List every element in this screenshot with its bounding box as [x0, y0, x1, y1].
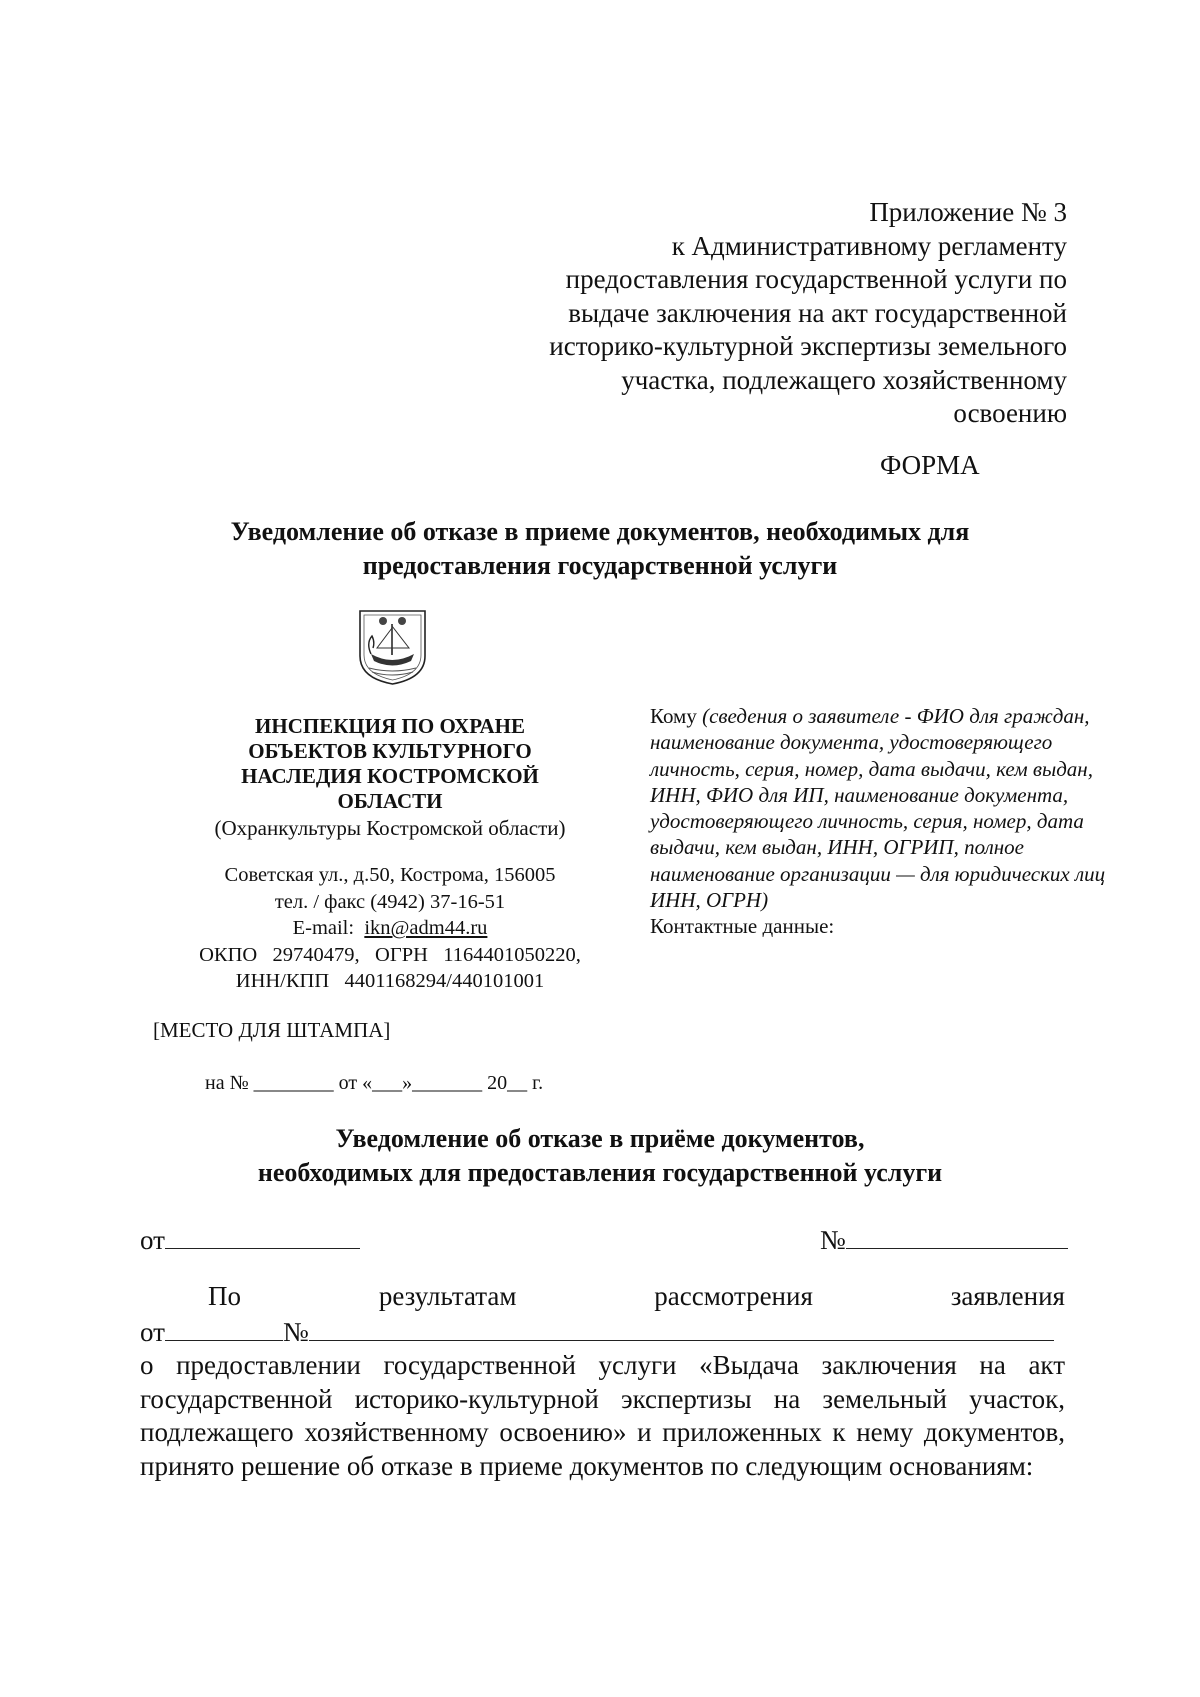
- organization-name-line: НАСЛЕДИЯ КОСТРОМСКОЙ: [241, 764, 539, 788]
- stamp-placeholder: [МЕСТО ДЛЯ ШТАМПА]: [153, 1018, 391, 1042]
- annex-line: освоению: [953, 398, 1067, 428]
- organization-name-line: ИНСПЕКЦИЯ ПО ОХРАНЕ: [255, 714, 525, 738]
- organization-short-name: (Охранкультуры Костромской области): [214, 816, 566, 840]
- number-label: №: [820, 1225, 846, 1255]
- email-label: E-mail:: [292, 917, 355, 939]
- date-number-line: [140, 1222, 1065, 1256]
- document-title: [140, 515, 1060, 583]
- organization-name-line: ОБЪЕКТОВ КУЛЬТУРНОГО: [248, 739, 532, 763]
- body-word: рассмотрения: [654, 1281, 813, 1311]
- date-label: от: [140, 1225, 165, 1255]
- email-link[interactable]: ikn@adm44.ru: [364, 917, 488, 939]
- organization-address: Советская ул., д.50, Кострома, 156005: [224, 864, 556, 886]
- recipient-block: [650, 703, 1120, 940]
- annex-line: к Административному регламенту: [671, 230, 1067, 261]
- application-number-label: №: [282, 1316, 309, 1347]
- organization-block: [160, 714, 620, 995]
- annex-line: выдаче заключения на акт государственной: [568, 297, 1067, 328]
- body-word: заявления: [950, 1281, 1065, 1311]
- document-title-line: Уведомление об отказе в приеме документов, необходимых для: [230, 517, 970, 546]
- body-line: государственной историко-культурной экспертизы на земельный участок,: [140, 1383, 1065, 1414]
- body-line: подлежащего хозяйственному освоению» и приложенных к нему документов,: [140, 1417, 1065, 1447]
- body-line: принято решение об отказе в приеме документов по следующим основаниям:: [140, 1450, 1034, 1481]
- annex-line: историко-культурной экспертизы земельного: [549, 331, 1067, 361]
- body-line: о предоставлении государственной услуги «Выдача заключения на акт: [140, 1350, 1065, 1380]
- body-paragraph: [140, 1280, 1065, 1483]
- form-label: ФОРМА: [880, 450, 980, 480]
- recipient-contacts: Контактные данные:: [650, 914, 835, 939]
- date-blank: [165, 1222, 360, 1249]
- annex-line: предоставления государственной услуги по: [565, 264, 1067, 294]
- body-word: По: [208, 1281, 241, 1311]
- organization-phone: тел. / факс (4942) 37-16-51: [274, 890, 506, 913]
- body-line: [140, 1314, 1065, 1350]
- annex-line: участка, подлежащего хозяйственному: [621, 364, 1067, 395]
- organization-name: [160, 714, 620, 814]
- organization-inn-kpp: ИНН/КПП 4401168294/440101001: [235, 970, 545, 992]
- number-blank: [846, 1222, 1068, 1249]
- coat-of-arms-icon: [357, 608, 428, 686]
- body-word: результатам: [378, 1281, 517, 1311]
- document-title-line: предоставления государственной услуги: [362, 551, 838, 580]
- annex-line: Приложение № 3: [869, 197, 1067, 227]
- recipient-note: (сведения о заявителе - ФИО для граждан, наименование документа, удостоверяющего личность, серия, номер, дата выдачи, кем выдан, ИНН, ФИО для ИП, наименование документа, удостоверяющего личность, серия, номер, дата выдачи, кем выдан, ИНН, ОГРИП, полное наименование организации — для юридических лиц ИНН, ОГРН): [650, 704, 1106, 913]
- organization-email-row: [160, 915, 620, 942]
- number-field: [820, 1222, 1068, 1256]
- application-number-blank: [309, 1314, 1054, 1341]
- application-date-label: от: [140, 1316, 165, 1347]
- organization-name-line: ОБЛАСТИ: [337, 789, 443, 813]
- application-date-blank: [165, 1314, 283, 1341]
- notice-title: [140, 1122, 1060, 1190]
- recipient-label: Кому: [650, 704, 697, 728]
- registration-line: на № ________ от «___»_______ 20__ г.: [205, 1072, 544, 1094]
- body-line: [140, 1280, 1065, 1314]
- organization-contacts: [160, 862, 620, 995]
- notice-title-line: Уведомление об отказе в приёме документов,: [335, 1124, 865, 1153]
- notice-title-line: необходимых для предоставления государственной услуги: [257, 1158, 943, 1187]
- organization-okpo-ogrn: ОКПО 29740479, ОГРН 1164401050220,: [199, 943, 581, 966]
- annex-header: [507, 196, 1067, 431]
